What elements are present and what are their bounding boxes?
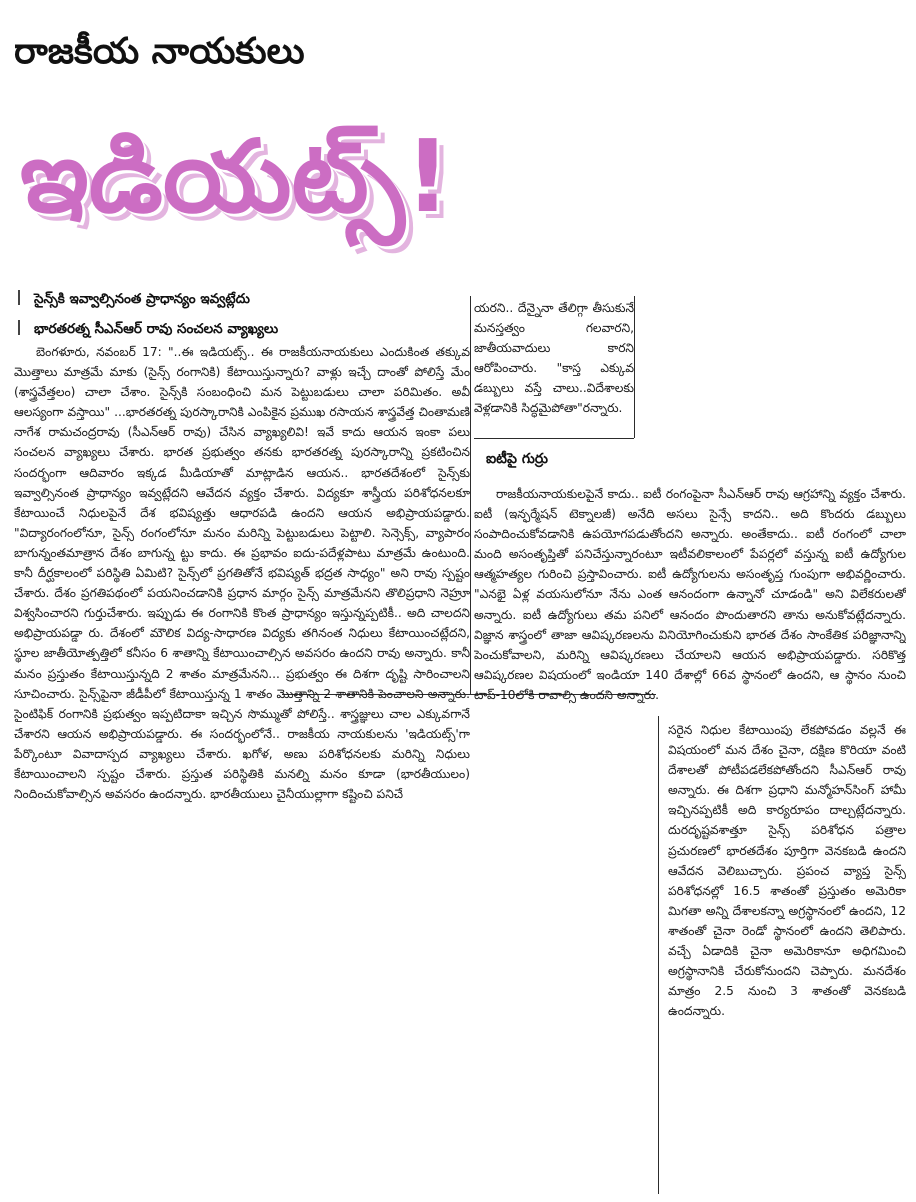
article-column-1 <box>14 342 470 1194</box>
article-text: యరని.. దేన్నైనా తేలిగ్గా తీసుకునే మనస్తత్వం గలవారని, జాతీయవాదులు కారని ఆరోపించారు. "కాస్త ఎక్కువ డబ్బులు వస్తే చాలు..విదేశాలకు వెళ్లడానికి సిద్ధమైపోతా"రన్నారు. <box>474 301 634 416</box>
column-rule <box>634 296 635 438</box>
kicker-title: రాజకీయ నాయకులు <box>14 31 305 72</box>
article-column-4 <box>668 720 906 1194</box>
column-rule <box>474 438 634 439</box>
article-text: రాజకీయనాయకులపైనే కాదు.. ఐటీ రంగంపైనా సీఎన్‌ఆర్‌ రావు ఆగ్రహాన్ని వ్యక్తం చేశారు. ఐటీ (ఇన్ఫర్మేషన్‌ టెక్నాలజీ) అనేది అసలు సైన్సే కాదని.. అది కొందరు డబ్బులు సంపాదించుకోవడానికి ఉపయోగపడుతోందని అన్నారు. అంతేకాదు.. ఐటీ రంగంలో చాలా మంది అసంతృప్తితో పనిచేస్తున్నారంటూ ఇటీవలికాలంలో పేపర్లలో వస్తున్న ఐటీ ఉద్యోగుల ఆత్మహత్యల గురించి ప్రస్తావించారు. ఐటీ ఉద్యోగులను అసంతృప్త గుంపుగా అభివర్ణించారు. "ఎనభై ఏళ్ల వయసులోనూ నేను ఎంత ఆనందంగా ఉన్నానో చూడండి" అని విలేకరులతో అన్నారు. ఐటీ ఉద్యోగులు తమ పనిలో ఆనందం పొందుతారని తాను అనుకోవట్లేదన్నారు. విజ్ఞాన శాస్త్రంలో తాజా ఆవిష్కరణలను వినియోగించుకుని భారత దేశం సాంకేతిక పరిజ్ఞానాన్ని పెంచుకోవాలని, మరిన్ని ఆవిష్కరణలు చేయాలని ఆయన అభిప్రాయపడ్డారు. సరికొత్త ఆవిష్కరణల విషయంలో ఇండియా 140 దేశాల్లో 66వ స్థానంలో ఉందని, ఆ స్థానం నుంచి టాప్‌-10లోకి రావాల్సి ఉందని అన్నారు. <box>474 487 906 702</box>
bullet-text: భారతరత్న సీఎన్‌ఆర్‌ రావు సంచలన వ్యాఖ్యలు <box>34 321 279 337</box>
bullet-marker <box>18 320 24 335</box>
bullet-marker <box>18 290 24 305</box>
subheading: ఐటీపై గుర్రు <box>486 451 548 467</box>
column-rule <box>470 296 471 694</box>
article-column-3 <box>474 484 906 716</box>
article-text: సరైన నిధుల కేటాయింపు లేకపోవడం వల్లనే ఈ విషయంలో మన దేశం చైనా, దక్షిణ కొరియా వంటి దేశాలతో పోటీపడలేకపోతోందని సీఎన్‌ఆర్‌ రావు అన్నారు. ఈ దిశగా ప్రధాని మన్మోహన్‌సింగ్‌ హామీ ఇచ్చినప్పటికీ అది కార్యరూపం దాల్చట్లేదన్నారు. దురదృష్టవశాత్తూ సైన్స్‌ పరిశోధన పత్రాల ప్రచురణలో భారతదేశం పూర్తిగా వెనకబడి ఉందని ఆవేదన వెలిబుచ్చారు. ప్రపంచ వ్యాప్త సైన్స్‌ పరిశోధనల్లో 16.5 శాతంతో ప్రస్తుతం అమెరికా మిగతా అన్ని దేశాలకన్నా అగ్రస్థానంలో ఉందని, 12 శాతంతో చైనా రెండో స్థానంలో ఉందని తెలిపారు. వచ్చే ఏడాదికి చైనా అమెరికానూ అధిగమించి అగ్రస్థానానికి చేరుకోనుందని చెప్పారు. మనదేశం మాత్రం 2.5 నుంచి 3 శాతంతో వెనకబడి ఉందన్నారు. <box>668 723 906 1019</box>
article-column-2 <box>474 298 634 438</box>
bullet-text: సైన్స్‌కి ఇవ్వాల్సినంత ప్రాధాన్యం ఇవ్వట్లేదు <box>34 291 250 307</box>
article-text: బెంగళూరు, నవంబర్‌ 17: "..ఈ ఇడియట్స్‌.. ఈ రాజకీయనాయకులు ఎందుకింత తక్కువ మొత్తాలు మాత్రమే మాకు (సైన్స్‌ రంగానికి) కేటాయిస్తున్నారు? వాళ్లు ఇచ్చే దాంతో పోలిస్తే మేం (శాస్త్రవేత్తలం) చాలా చేశాం. సైన్స్‌కి సంబంధించి మన పెట్టుబడులు చాలా పరిమితం. అవీ ఆలస్యంగా వస్తాయి" ...భారతరత్న పురస్కారానికి ఎంపికైన ప్రముఖ రసాయన శాస్త్రవేత్త చింతామణి నాగేశ రామచంద్రరావు (సీఎన్‌ఆర్‌ రావు) చేసిన వ్యాఖ్యలివి! ఇవే కాదు ఆయన ఇంకా పలు సంచలన వ్యాఖ్యలు చేశారు. భారత ప్రభుత్వం తనకు భారతరత్న పురస్కారాన్ని ప్రకటించిన సందర్భంగా ఆదివారం ఇక్కడ మీడియాతో మాట్లాడిన ఆయన.. భారతదేశంలో సైన్స్‌కు ఇవ్వాల్సినంత ప్రాధాన్యం ఇవ్వట్లేదని ఆవేదన వ్యక్తం చేశారు. విద్యకూ శాస్త్రీయ పరిశోధనలకూ కేటాయించే నిధులపైనే దేశ భవిష్యత్తు ఆధారపడి ఉందని ఆయన అభిప్రాయపడ్డారు. "విద్యారంగంలోనూ, సైన్స్‌ రంగంలోనూ మనం మరిన్ని పెట్టుబడులు పెట్టాలి. సెన్సెక్స్‌, వ్యాపారం బాగున్నంతమాత్రాన దేశం బాగున్న ట్టు కాదు. ఈ ప్రభావం ఐదు-పదేళ్లపాటు మాత్రమే ఉంటుంది. కానీ దీర్ఘకాలంలో పరిస్థితి ఏమిటి? సైన్స్‌లో ప్రగతితోనే భవిష్యత్‌ భద్రత సాధ్యం" అని రావు స్పష్టం చేశారు. దేశం ప్రగతిపథంలో పయనించడానికి ప్రధాన మార్గం సైన్స్‌ మాత్రమేనని తొలిప్రధాని నెహ్రూ విశ్వసించారని గుర్తుచేశారు. ఇప్పుడు ఈ రంగానికి కొంత ప్రాధాన్యం ఇస్తున్నప్పటికీ.. అది చాలదని అభిప్రాయపడ్డా రు. దేశంలో మౌలిక విద్య-సాధారణ విద్యకు తగినంత నిధులు కేటాయించట్లేదని, స్థూల జాతీయోత్పత్తిలో కనీసం 6 శాతాన్ని కేటాయించాల్సిన అవసరం ఉందని రావు అన్నారు. కానీ మనం ప్రస్తుతం కేటాయిస్తున్నది 2 శాతం మాత్రమేనని... ప్రభుత్వం ఈ దిశగా దృష్టి సారించాలని సూచించారు. సైన్స్‌పైనా జీడీపీలో కేటాయిస్తున్న 1 శాతం మొత్తాన్ని 2 శాతానికి పెంచాలని అన్నారు. సైంటిఫిక్‌ రంగానికి ప్రభుత్వం ఇప్పటిదాకా ఇచ్చిన సొమ్ముతో పోలిస్తే.. శాస్త్రజ్ఞులు చాల ఎక్కువగానే చేశారని ఆయన అభిప్రాయపడ్డారు. ఈ సందర్భంలోనే.. రాజకీయ నాయకులను 'ఇడియట్స్‌'గా పేర్కొంటూ వివాదాస్పద వ్యాఖ్యలు చేశారు. ఖగోళ, అణు పరిశోధనలకు మరిన్ని నిధులు కేటాయించాలని స్పష్టం చేశారు. ప్రస్తుత పరిస్థితికి మనల్ని మనం కూడా (భారతీయులం) నిందించుకోవాల్సిన అవసరం ఉందన్నారు. భారతీయులు చైనీయుల్లాగా కష్టించి పనిచే <box>14 345 470 802</box>
headline: ఇడియట్స్‌! <box>20 118 451 235</box>
bullet-point <box>14 288 469 310</box>
column-rule <box>658 716 659 1194</box>
bullet-point <box>14 318 469 340</box>
